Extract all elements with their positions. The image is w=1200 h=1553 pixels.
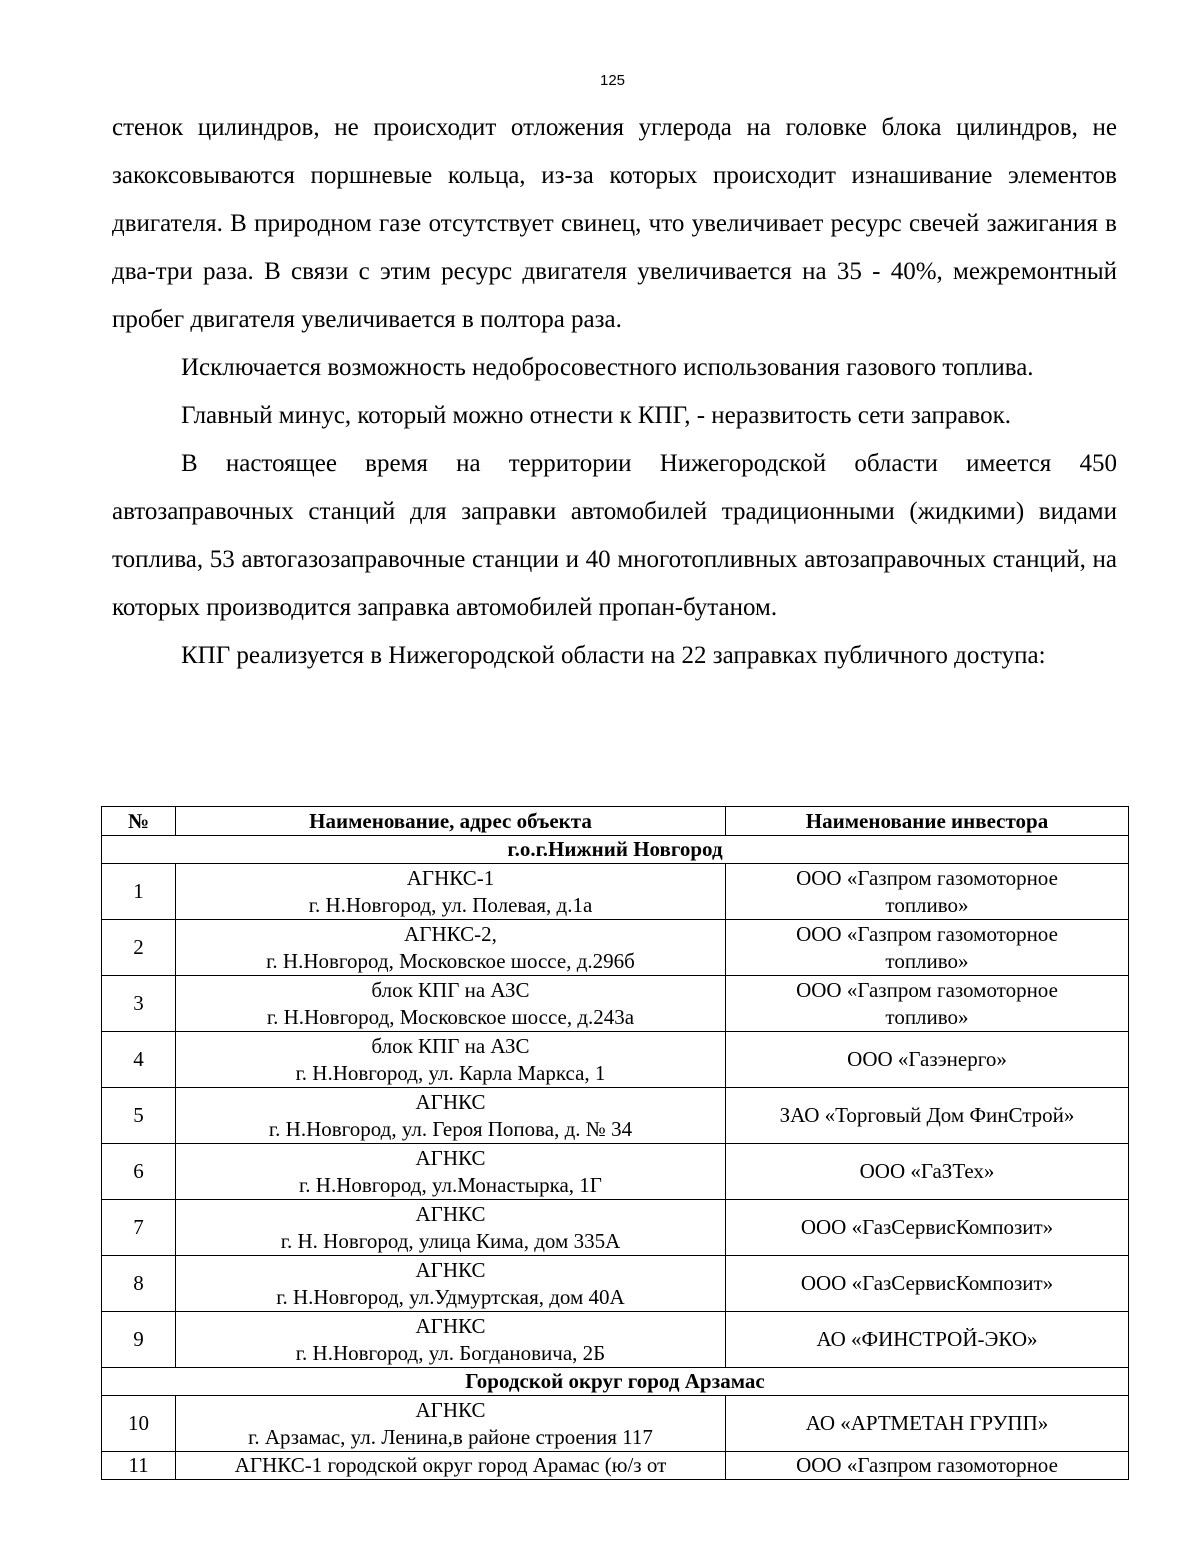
row-number: 7	[102, 1200, 176, 1256]
table-row	[102, 1452, 1129, 1480]
row-number: 1	[102, 864, 176, 920]
object-address: г. Н.Новгород, ул. Героя Попова, д. № 34	[268, 1116, 633, 1141]
row-object	[176, 1312, 726, 1368]
row-investor: ООО «Газпром газомоторное	[726, 1452, 1129, 1480]
row-object	[176, 976, 726, 1032]
row-investor: ООО «ГазСервисКомпозит»	[726, 1256, 1129, 1312]
table-header-row	[102, 807, 1129, 836]
row-investor: АО «ФИНСТРОЙ-ЭКО»	[726, 1312, 1129, 1368]
row-object	[176, 1144, 726, 1200]
group-title: Городской округ город Арзамас	[102, 1368, 1129, 1396]
investor-name: ООО «Газпром газомоторное	[796, 921, 1058, 946]
object-name: блок КПГ на АЗС	[371, 977, 530, 1002]
investor-name: ООО «Газпром газомоторное	[796, 865, 1058, 890]
object-address: г. Н.Новгород, ул. Карла Маркса, 1	[295, 1060, 606, 1085]
paragraph-engine-wear: стенок цилиндров, не происходит отложения углерода на головке блока цилиндров, не закоксовываются поршневые кольца, из-за которых происходит изнашивание элементов двигателя. В природном газе отсутствует свинец, что увеличивает ресурс свечей зажигания в два-три раза. В связи с этим ресурс двигателя увеличивается на 35 - 40%, межремонтный пробег двигателя увеличивается в полтора раза.	[112, 114, 1117, 333]
table-row	[102, 1396, 1129, 1452]
page-number: 125	[599, 72, 626, 89]
row-object: АГНКС-1 городской округ город Арамас (ю/з от	[176, 1452, 726, 1480]
table-row	[102, 1032, 1129, 1088]
object-address: г. Н.Новгород, ул.Удмуртская, дом 40А	[276, 1284, 625, 1309]
paragraph-station-count: В настоящее время на территории Нижегородской области имеется 450 автозаправочных станций для заправки автомобилей традиционными (жидкими) видами топлива, 53 автогазозаправочные станции и 40 многотопливных автозаправочных станций, на которых производится заправка автомобилей пропан-бутаном.	[112, 450, 1117, 621]
group-title: г.о.г.Нижний Новгород	[102, 836, 1129, 864]
kpg-stations-table	[101, 806, 1129, 1480]
row-number: 3	[102, 976, 176, 1032]
paragraph-fuel-misuse: Исключается возможность недобросовестного использования газового топлива.	[181, 354, 1034, 381]
object-name: АГНКС-1	[406, 865, 495, 890]
row-number: 8	[102, 1256, 176, 1312]
table-row	[102, 920, 1129, 976]
row-investor: ООО «ГаЗТех»	[726, 1144, 1129, 1200]
object-address: г. Н.Новгород, Московское шоссе, д.296б	[266, 948, 635, 973]
row-number: 5	[102, 1088, 176, 1144]
row-object	[176, 1032, 726, 1088]
investor-name: ООО «Газпром газомоторное	[796, 977, 1058, 1002]
row-investor: АО «АРТМЕТАН ГРУПП»	[726, 1396, 1129, 1452]
table-row	[102, 1088, 1129, 1144]
table-row	[102, 1144, 1129, 1200]
header-investor: Наименование инвестора	[726, 807, 1129, 836]
object-name: АГНКС	[415, 1145, 486, 1170]
investor-name-cont: топливо»	[885, 892, 969, 917]
row-object	[176, 864, 726, 920]
table-row	[102, 1312, 1129, 1368]
row-investor	[726, 976, 1129, 1032]
body-text	[112, 104, 1117, 680]
row-investor	[726, 864, 1129, 920]
row-investor: ООО «Газэнерго»	[726, 1032, 1129, 1088]
investor-name-cont: топливо»	[885, 1004, 969, 1029]
row-object	[176, 920, 726, 976]
object-address: г. Н.Новгород, ул.Монастырка, 1Г	[299, 1172, 602, 1197]
object-name: АГНКС	[415, 1089, 486, 1114]
row-investor: ООО «ГазСервисКомпозит»	[726, 1200, 1129, 1256]
row-object	[176, 1256, 726, 1312]
table-row	[102, 976, 1129, 1032]
row-number: 9	[102, 1312, 176, 1368]
header-object-name: Наименование, адрес объекта	[176, 807, 726, 836]
table-row	[102, 1200, 1129, 1256]
paragraph-kpg-intro: КПГ реализуется в Нижегородской области на 22 заправках публичного доступа:	[181, 642, 1046, 669]
object-name: блок КПГ на АЗС	[371, 1033, 530, 1058]
row-number: 10	[102, 1396, 176, 1452]
row-investor	[726, 920, 1129, 976]
row-object	[176, 1396, 726, 1452]
object-address: г. Арзамас, ул. Ленина,в районе строения 117	[248, 1424, 653, 1449]
paragraph-main-minus: Главный минус, который можно отнести к КПГ, - неразвитость сети заправок.	[181, 402, 1011, 429]
row-investor: ЗАО «Торговый Дом ФинСтрой»	[726, 1088, 1129, 1144]
group-row-nizhny-novgorod	[102, 836, 1129, 864]
row-number: 6	[102, 1144, 176, 1200]
header-number: №	[102, 807, 176, 836]
row-number: 2	[102, 920, 176, 976]
object-address: г. Н. Новгород, улица Кима, дом 335А	[280, 1228, 621, 1253]
table-row	[102, 1256, 1129, 1312]
object-address: г. Н.Новгород, Московское шоссе, д.243а	[266, 1004, 635, 1029]
group-row-arzamas	[102, 1368, 1129, 1396]
object-name: АГНКС	[415, 1397, 486, 1422]
investor-name-cont: топливо»	[885, 948, 969, 973]
object-name: АГНКС	[415, 1201, 486, 1226]
row-object	[176, 1200, 726, 1256]
object-address: г. Н.Новгород, ул. Богдановича, 2Б	[295, 1340, 606, 1365]
object-name: АГНКС-2,	[404, 921, 497, 946]
row-number: 4	[102, 1032, 176, 1088]
object-name: АГНКС	[415, 1257, 486, 1282]
table-row	[102, 864, 1129, 920]
object-address: г. Н.Новгород, ул. Полевая, д.1а	[308, 892, 593, 917]
row-object	[176, 1088, 726, 1144]
row-number: 11	[102, 1452, 176, 1480]
object-name: АГНКС	[415, 1313, 486, 1338]
